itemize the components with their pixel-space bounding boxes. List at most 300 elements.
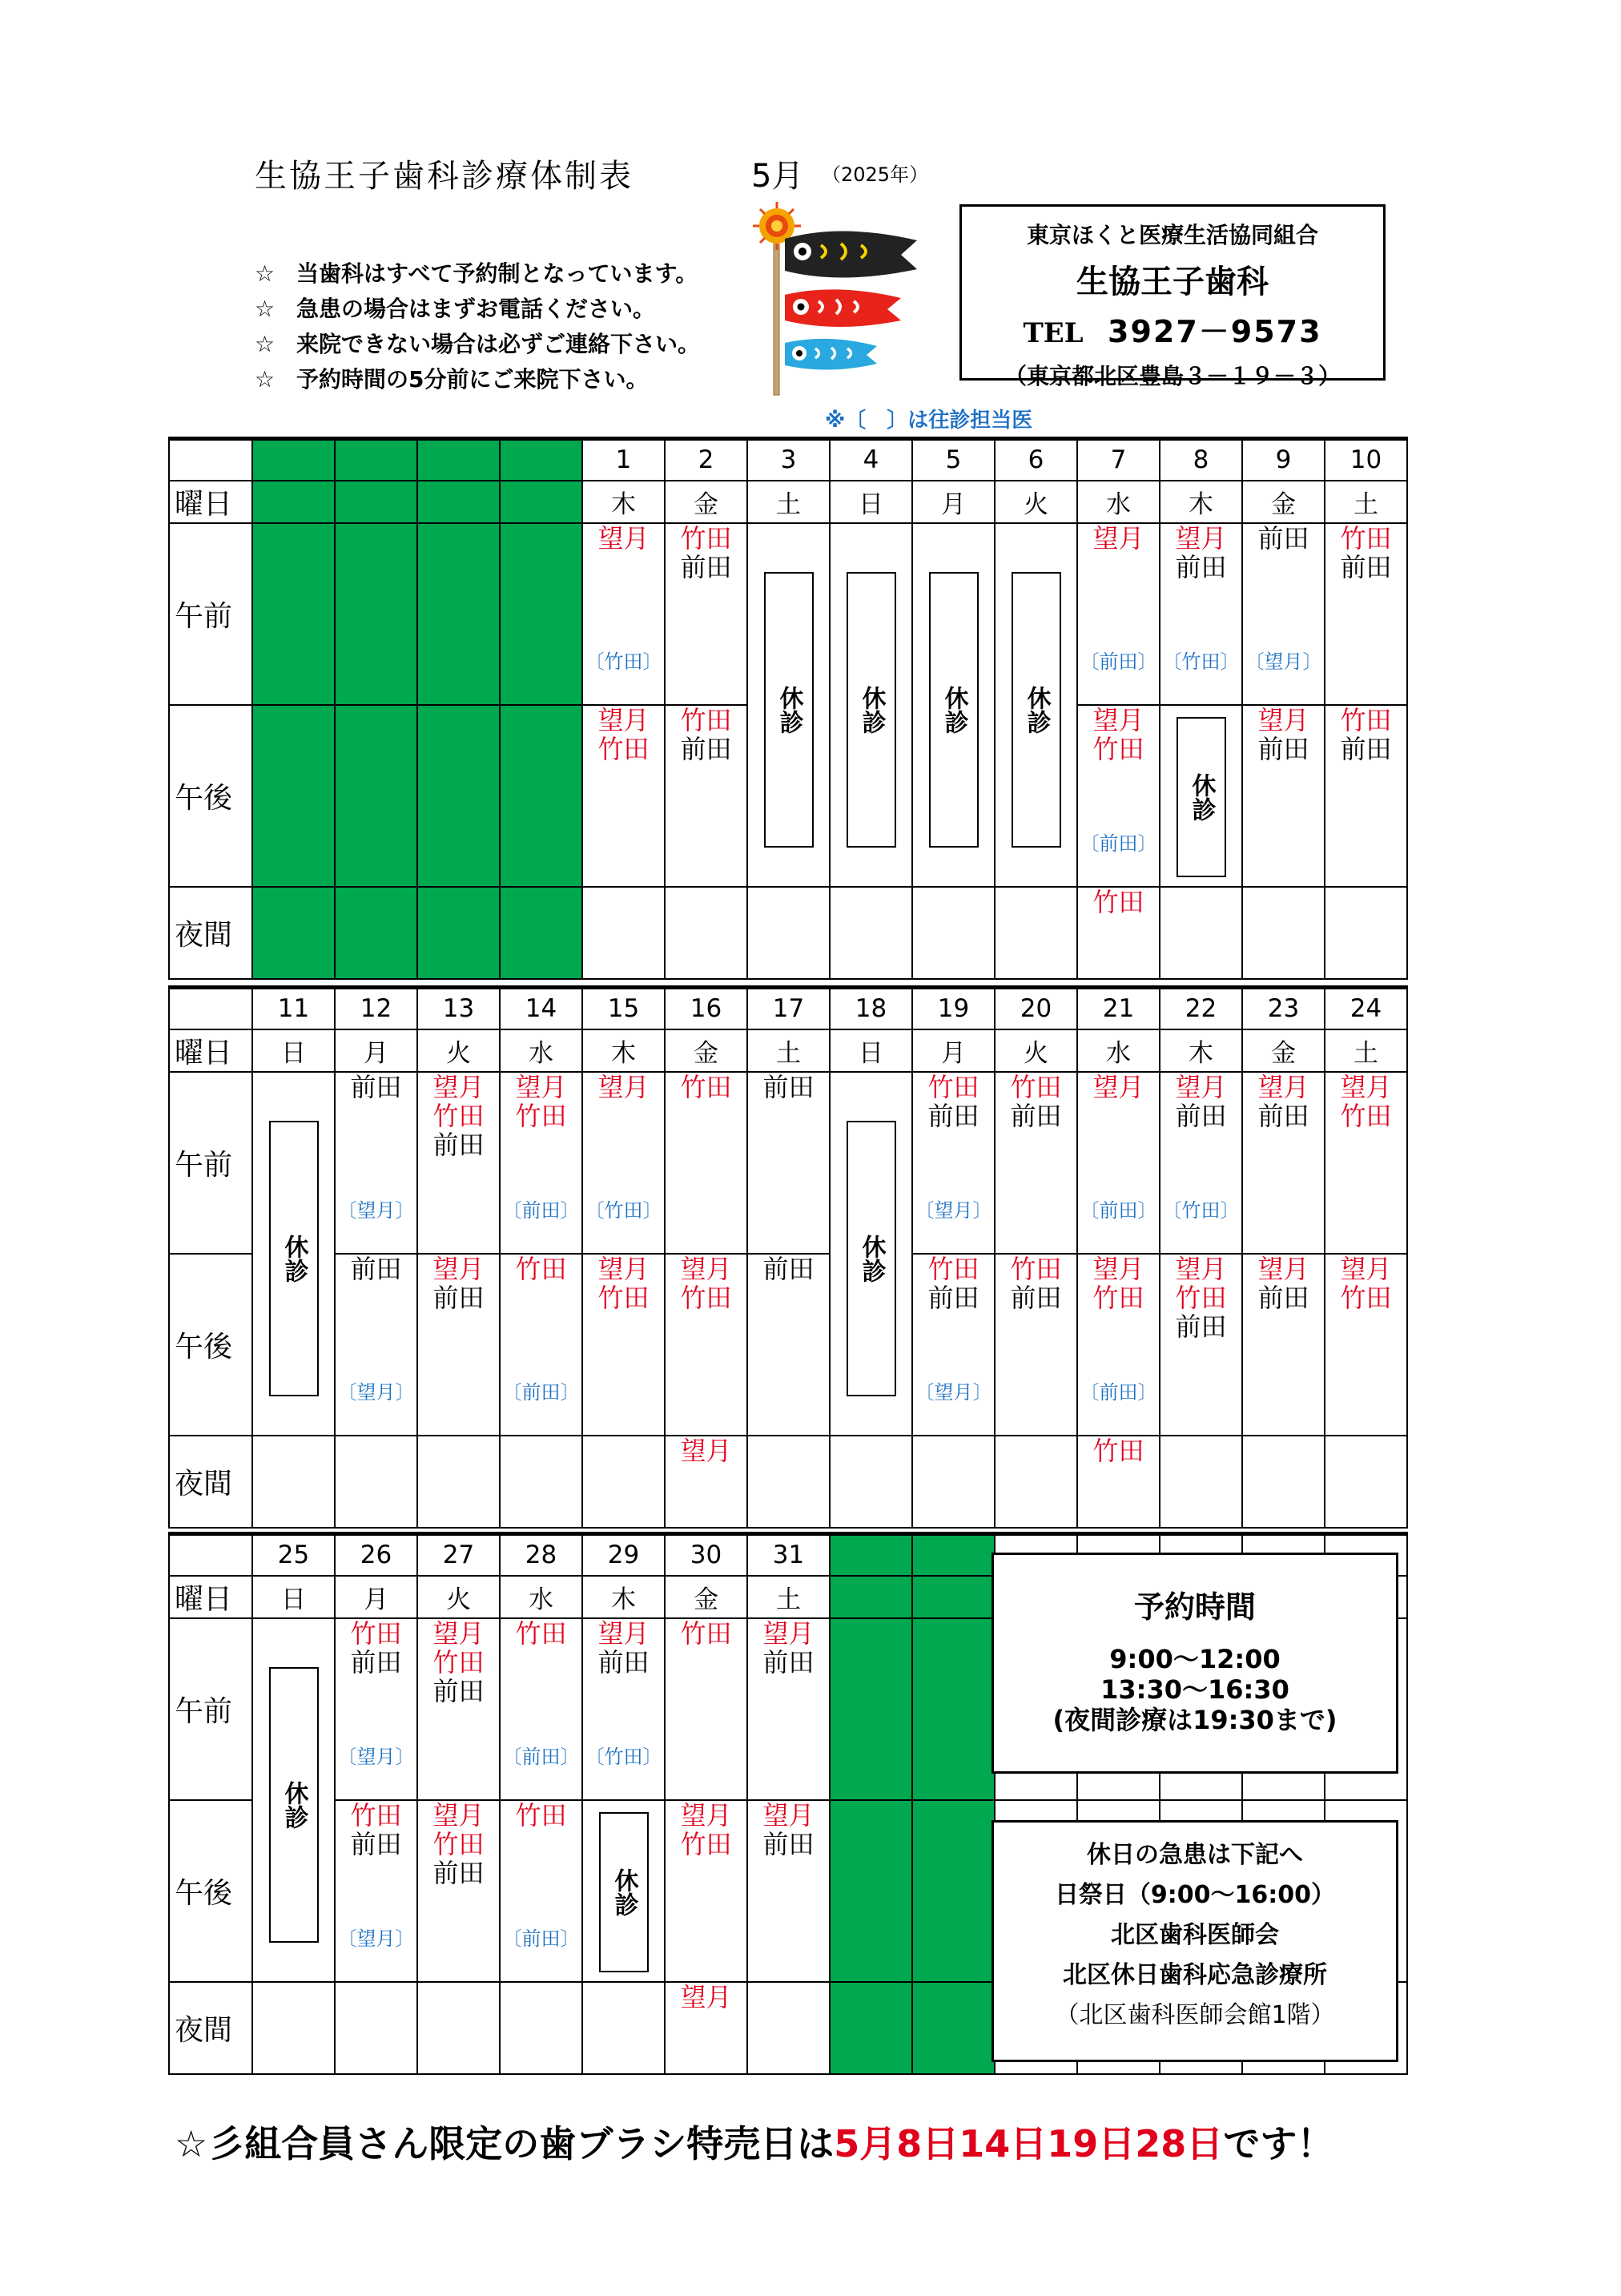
day-of-week: 日 <box>252 1576 335 1618</box>
day-number: 5 <box>912 439 995 481</box>
night-cell <box>995 1436 1077 1528</box>
day-number: 31 <box>747 1534 830 1576</box>
doctor-name: 望月 <box>432 1799 485 1831</box>
doctor-name: 前田 <box>762 1071 815 1102</box>
row-label-num <box>169 988 252 1029</box>
night-cell <box>830 1436 912 1528</box>
row-label-am: 午前 <box>169 1618 252 1800</box>
doctor-name: 前田 <box>1257 733 1309 764</box>
no-day-cell <box>830 1618 912 1800</box>
day-number: 8 <box>1160 439 1242 481</box>
pm-cell <box>747 1800 830 1982</box>
closed-box: 休診 <box>847 572 896 848</box>
tel-label: TEL <box>1023 317 1084 349</box>
doctor-name: 望月 <box>680 1435 732 1466</box>
day-number: 10 <box>1325 439 1407 481</box>
day-of-week: 日 <box>830 481 912 523</box>
pm-cell <box>335 1254 417 1436</box>
night-cell <box>1242 887 1325 979</box>
row-label-dow: 曜日 <box>169 481 252 523</box>
row-dow <box>169 481 1407 523</box>
schedule-week-2 <box>168 985 1408 1529</box>
night-cell <box>995 887 1077 979</box>
doctor-name: 前田 <box>762 1253 815 1284</box>
page-title: 生協王子歯科診療体制表 <box>255 158 634 195</box>
day-number: 25 <box>252 1534 335 1576</box>
day-of-week: 火 <box>417 1576 500 1618</box>
pm-cell <box>665 1254 747 1436</box>
row-label-am: 午前 <box>169 1072 252 1254</box>
day-number: 22 <box>1160 988 1242 1029</box>
am-cell <box>665 1072 747 1254</box>
doctor-name: 望月 <box>597 704 650 735</box>
doctor-name: 望月 <box>597 1617 650 1649</box>
no-day-cell <box>830 1534 912 1576</box>
day-of-week: 水 <box>1077 1029 1160 1072</box>
holiday-line: （北区歯科医師会館1階） <box>1055 2001 1335 2029</box>
day-number: 23 <box>1242 988 1325 1029</box>
holiday-emergency-box <box>992 1820 1398 2062</box>
day-of-week: 木 <box>582 1029 665 1072</box>
clinic-name: 生協王子歯科 <box>1076 264 1269 300</box>
no-day-cell <box>912 1982 995 2074</box>
am-cell <box>995 1072 1077 1254</box>
day-number: 15 <box>582 988 665 1029</box>
closed-box: 休診 <box>764 572 814 848</box>
day-number: 29 <box>582 1534 665 1576</box>
doctor-name: 望月 <box>597 522 650 554</box>
am-cell <box>747 1618 830 1800</box>
star-icon: ☆ <box>255 331 276 357</box>
visit-doctor: 〔前田〕 <box>502 1380 580 1404</box>
pm-cell <box>665 705 747 887</box>
day-of-week: 土 <box>1325 1029 1407 1072</box>
night-cell <box>747 1436 830 1528</box>
doctor-name: 望月 <box>1257 704 1309 735</box>
doctor-name: 望月 <box>432 1071 485 1102</box>
doctor-name: 竹田 <box>1092 733 1144 764</box>
row-night <box>169 1436 1407 1528</box>
doctor-name: 竹田 <box>432 1100 485 1131</box>
no-day-cell <box>417 439 500 481</box>
day-of-week: 金 <box>665 1029 747 1072</box>
am-cell <box>665 1618 747 1800</box>
pm-cell <box>1325 1254 1407 1436</box>
pm-cell <box>582 1800 665 1982</box>
day-of-week: 土 <box>747 481 830 523</box>
no-day-cell <box>335 439 417 481</box>
night-cell <box>747 1982 830 2074</box>
doctor-name: 望月 <box>432 1253 485 1284</box>
closed-box: 休診 <box>269 1667 319 1943</box>
no-day-cell <box>252 481 335 523</box>
month-label: 5月 <box>751 158 804 195</box>
night-cell <box>335 1436 417 1528</box>
day-of-week: 金 <box>665 481 747 523</box>
am-cell <box>1160 523 1242 705</box>
doctor-name: 竹田 <box>1092 1282 1144 1313</box>
doctor-name: 竹田 <box>927 1071 979 1102</box>
am-cell <box>582 1072 665 1254</box>
pm-cell <box>1242 1254 1325 1436</box>
clinic-info-box <box>959 204 1386 389</box>
row-label-night: 夜間 <box>169 887 252 979</box>
no-day-cell <box>500 481 582 523</box>
am-cell <box>1325 523 1407 705</box>
day-number: 16 <box>665 988 747 1029</box>
pm-cell <box>747 1254 830 1436</box>
no-day-cell <box>830 1576 912 1618</box>
doctor-name: 竹田 <box>1340 522 1392 554</box>
closed-box: 休診 <box>847 1121 896 1396</box>
visit-doctor: 〔竹田〕 <box>1162 1198 1240 1222</box>
doctor-name: 前田 <box>1257 1282 1309 1313</box>
doctor-name: 竹田 <box>432 1646 485 1678</box>
am-cell <box>417 1072 500 1254</box>
day-number: 26 <box>335 1534 417 1576</box>
closed-day-cell <box>747 523 830 887</box>
row-label-dow: 曜日 <box>169 1029 252 1072</box>
year-label: （2025年） <box>822 163 929 186</box>
doctor-name: 望月 <box>1340 1071 1392 1102</box>
doctor-name: 前田 <box>680 733 732 764</box>
sale-dates: 5月8日14日19日28日 <box>834 2122 1224 2165</box>
doctor-name: 前田 <box>1257 1100 1309 1131</box>
row-label-dow: 曜日 <box>169 1576 252 1618</box>
doctor-name: 前田 <box>350 1253 402 1284</box>
doctor-name: 前田 <box>350 1828 402 1859</box>
day-of-week: 水 <box>1077 481 1160 523</box>
day-of-week: 金 <box>1242 1029 1325 1072</box>
doctor-name: 望月 <box>1092 522 1144 554</box>
no-day-cell <box>830 1982 912 2074</box>
closed-day-cell <box>912 523 995 887</box>
day-number: 3 <box>747 439 830 481</box>
hours-lines <box>994 1644 1396 1735</box>
tel-number: 3927－9573 <box>1108 314 1322 349</box>
night-cell <box>500 1436 582 1528</box>
am-cell <box>747 1072 830 1254</box>
doctor-name: 望月 <box>1092 704 1144 735</box>
doctor-name: 竹田 <box>1175 1282 1227 1313</box>
visit-doctor: 〔望月〕 <box>915 1380 992 1404</box>
no-day-cell <box>417 887 500 979</box>
day-number: 17 <box>747 988 830 1029</box>
row-dow <box>169 1029 1407 1072</box>
doctor-name: 望月 <box>597 1071 650 1102</box>
doctor-name: 望月 <box>1175 522 1227 554</box>
appointment-hours-box <box>992 1553 1398 1774</box>
star-icon: ☆ <box>255 366 276 393</box>
doctor-name: 前田 <box>1340 551 1392 582</box>
hours-line: 9:00～12:00 <box>1109 1644 1281 1674</box>
doctor-name: 竹田 <box>597 1282 650 1313</box>
closed-box: 休診 <box>599 1812 649 1972</box>
night-cell <box>1077 1436 1160 1528</box>
no-day-cell <box>417 705 500 887</box>
visit-doctor: 〔望月〕 <box>337 1380 415 1404</box>
pm-cell <box>417 1800 500 1982</box>
night-cell <box>582 1982 665 2074</box>
doctor-name: 竹田 <box>680 1071 732 1102</box>
night-cell <box>500 1982 582 2074</box>
doctor-name: 竹田 <box>515 1253 567 1284</box>
row-label-num <box>169 439 252 481</box>
doctor-name: 竹田 <box>1340 704 1392 735</box>
day-of-week: 火 <box>995 481 1077 523</box>
am-cell <box>1077 523 1160 705</box>
pm-cell <box>417 1254 500 1436</box>
holiday-line: 休日の急患は下記へ <box>1087 1841 1303 1869</box>
pm-cell <box>335 1800 417 1982</box>
doctor-name: 前田 <box>350 1646 402 1678</box>
doctor-name: 竹田 <box>1010 1071 1062 1102</box>
doctor-name: 望月 <box>1175 1071 1227 1102</box>
koinobori-icon <box>745 191 937 399</box>
no-day-cell <box>500 887 582 979</box>
am-cell <box>335 1072 417 1254</box>
doctor-name: 前田 <box>927 1100 979 1131</box>
pm-cell <box>1077 1254 1160 1436</box>
night-cell <box>1242 1436 1325 1528</box>
day-number: 21 <box>1077 988 1160 1029</box>
closed-box: 休診 <box>1012 572 1061 848</box>
day-of-week: 水 <box>500 1576 582 1618</box>
night-cell <box>912 1436 995 1528</box>
doctor-name: 前田 <box>927 1282 979 1313</box>
doctor-name: 前田 <box>350 1071 402 1102</box>
am-cell <box>582 523 665 705</box>
doctor-name: 前田 <box>1340 733 1392 764</box>
day-of-week: 金 <box>665 1576 747 1618</box>
toothbrush-sale-note <box>175 2115 1333 2168</box>
doctor-name: 望月 <box>1257 1253 1309 1284</box>
row-num <box>169 988 1407 1029</box>
day-of-week: 水 <box>500 1029 582 1072</box>
note-item: ☆ 当歯科はすべて予約制となっています。 <box>255 256 700 292</box>
no-day-cell <box>417 481 500 523</box>
no-day-cell <box>830 1800 912 1982</box>
doctor-name: 竹田 <box>927 1253 979 1284</box>
row-label-num <box>169 1534 252 1576</box>
doctor-name: 望月 <box>432 1617 485 1649</box>
doctor-name: 竹田 <box>1092 1435 1144 1466</box>
holiday-line: 日祭日（9:00～16:00） <box>1054 1881 1336 1909</box>
doctor-name: 前田 <box>1175 1100 1227 1131</box>
no-day-cell <box>912 1618 995 1800</box>
am-cell <box>1242 523 1325 705</box>
doctor-name: 前田 <box>432 1857 485 1888</box>
night-cell <box>1077 887 1160 979</box>
no-day-cell <box>500 439 582 481</box>
doctor-name: 前田 <box>762 1646 815 1678</box>
row-label-pm: 午後 <box>169 1254 252 1436</box>
am-cell <box>1242 1072 1325 1254</box>
hours-line: 13:30～16:30 <box>1100 1674 1289 1705</box>
closed-day-cell <box>830 523 912 887</box>
day-of-week: 日 <box>252 1029 335 1072</box>
pm-cell <box>500 1800 582 1982</box>
am-cell <box>500 1618 582 1800</box>
doctor-name: 竹田 <box>1092 886 1144 917</box>
row-label-am: 午前 <box>169 523 252 705</box>
doctor-name: 前田 <box>1257 522 1309 554</box>
am-cell <box>500 1072 582 1254</box>
note-item: ☆ 急患の場合はまずお電話ください。 <box>255 292 700 327</box>
visit-doctor: 〔前田〕 <box>502 1198 580 1222</box>
visit-doctor: 〔望月〕 <box>337 1927 415 1950</box>
doctor-name: 前田 <box>1175 551 1227 582</box>
visit-doctor: 〔前田〕 <box>1080 832 1157 855</box>
pm-cell <box>582 705 665 887</box>
pm-cell <box>1160 705 1242 887</box>
doctor-name: 望月 <box>1092 1253 1144 1284</box>
no-day-cell <box>417 523 500 705</box>
doctor-name: 前田 <box>432 1282 485 1313</box>
day-number: 28 <box>500 1534 582 1576</box>
no-day-cell <box>912 1576 995 1618</box>
visit-doctor: 〔前田〕 <box>1080 1198 1157 1222</box>
pm-cell <box>500 1254 582 1436</box>
day-of-week: 木 <box>1160 481 1242 523</box>
night-cell <box>1325 1436 1407 1528</box>
holiday-line: 北区休日歯科応急診療所 <box>1063 1961 1327 1989</box>
night-cell <box>1160 1436 1242 1528</box>
night-cell <box>665 1436 747 1528</box>
day-of-week: 火 <box>995 1029 1077 1072</box>
doctor-name: 前田 <box>1010 1282 1062 1313</box>
no-day-cell <box>912 1800 995 1982</box>
am-cell <box>1160 1072 1242 1254</box>
day-number: 7 <box>1077 439 1160 481</box>
day-of-week: 月 <box>912 1029 995 1072</box>
doctor-name: 望月 <box>1175 1253 1227 1284</box>
row-label-pm: 午後 <box>169 1800 252 1982</box>
doctor-name: 竹田 <box>1340 1100 1392 1131</box>
day-number: 9 <box>1242 439 1325 481</box>
am-cell <box>582 1618 665 1800</box>
night-cell <box>912 887 995 979</box>
night-cell <box>582 887 665 979</box>
doctor-name: 前田 <box>680 551 732 582</box>
doctor-name: 竹田 <box>515 1799 567 1831</box>
visit-doctor: 〔望月〕 <box>915 1198 992 1222</box>
night-cell <box>747 887 830 979</box>
doctor-name: 望月 <box>680 1799 732 1831</box>
doctor-name: 望月 <box>1340 1253 1392 1284</box>
night-cell <box>665 887 747 979</box>
day-number: 11 <box>252 988 335 1029</box>
closed-box: 休診 <box>929 572 979 848</box>
closed-day-cell <box>252 1618 335 1982</box>
closed-box: 休診 <box>1177 717 1226 877</box>
night-cell <box>582 1436 665 1528</box>
doctor-name: 前田 <box>432 1129 485 1160</box>
day-of-week: 金 <box>1242 481 1325 523</box>
doctor-name: 竹田 <box>350 1799 402 1831</box>
row-label-pm: 午後 <box>169 705 252 887</box>
visit-doctor: 〔前田〕 <box>502 1927 580 1950</box>
no-day-cell <box>500 523 582 705</box>
pm-cell <box>995 1254 1077 1436</box>
visit-doctor: 〔望月〕 <box>337 1745 415 1768</box>
day-of-week: 土 <box>1325 481 1407 523</box>
no-day-cell <box>335 523 417 705</box>
pm-cell <box>912 1254 995 1436</box>
am-cell <box>335 1618 417 1800</box>
day-of-week: 月 <box>912 481 995 523</box>
am-cell <box>417 1618 500 1800</box>
no-day-cell <box>335 481 417 523</box>
doctor-name: 竹田 <box>597 733 650 764</box>
holiday-line: 北区歯科医師会 <box>1111 1921 1279 1949</box>
doctor-name: 竹田 <box>515 1100 567 1131</box>
doctor-name: 望月 <box>1257 1071 1309 1102</box>
closed-day-cell <box>252 1072 335 1436</box>
visit-doctor: 〔前田〕 <box>1080 1380 1157 1404</box>
day-number: 2 <box>665 439 747 481</box>
hours-line: (夜間診療は19:30まで) <box>1052 1705 1337 1735</box>
day-of-week: 土 <box>747 1576 830 1618</box>
row-label-night: 夜間 <box>169 1982 252 2074</box>
pm-cell <box>1160 1254 1242 1436</box>
doctor-name: 前田 <box>1175 1311 1227 1342</box>
night-cell <box>830 887 912 979</box>
doctor-name: 前田 <box>1010 1100 1062 1131</box>
am-cell <box>1325 1072 1407 1254</box>
doctor-name: 竹田 <box>1340 1282 1392 1313</box>
day-of-week: 月 <box>335 1576 417 1618</box>
doctor-name: 前田 <box>597 1646 650 1678</box>
day-of-week: 木 <box>1160 1029 1242 1072</box>
row-label-night: 夜間 <box>169 1436 252 1528</box>
pm-cell <box>1325 705 1407 887</box>
doctor-name: 竹田 <box>680 704 732 735</box>
day-number: 12 <box>335 988 417 1029</box>
doctor-name: 望月 <box>515 1071 567 1102</box>
day-of-week: 火 <box>417 1029 500 1072</box>
doctor-name: 竹田 <box>432 1828 485 1859</box>
clinic-tel <box>962 307 1383 351</box>
day-number: 6 <box>995 439 1077 481</box>
visit-doctor: 〔竹田〕 <box>585 650 662 673</box>
day-of-week: 月 <box>335 1029 417 1072</box>
visit-doctor: 〔竹田〕 <box>1162 650 1240 673</box>
hours-title: 予約時間 <box>1133 1589 1256 1625</box>
night-cell <box>252 1436 335 1528</box>
day-number: 27 <box>417 1534 500 1576</box>
doctor-name: 竹田 <box>680 1617 732 1649</box>
day-number: 19 <box>912 988 995 1029</box>
doctor-name: 望月 <box>680 1981 732 2012</box>
night-cell <box>665 1982 747 2074</box>
pm-cell <box>1077 705 1160 887</box>
day-number: 20 <box>995 988 1077 1029</box>
doctor-name: 竹田 <box>680 1828 732 1859</box>
notes-list <box>255 256 700 397</box>
day-of-week: 日 <box>830 1029 912 1072</box>
star-icon: ☆ <box>255 260 276 287</box>
row-am <box>169 1072 1407 1254</box>
note-item: ☆ 予約時間の5分前にご来院下さい。 <box>255 362 700 397</box>
doctor-name: 前田 <box>762 1828 815 1859</box>
doctor-name: 望月 <box>1092 1071 1144 1102</box>
no-day-cell <box>500 705 582 887</box>
no-day-cell <box>912 1534 995 1576</box>
doctor-name: 望月 <box>597 1253 650 1284</box>
closed-day-cell <box>830 1072 912 1436</box>
visit-doctor: 〔望月〕 <box>1245 650 1322 673</box>
